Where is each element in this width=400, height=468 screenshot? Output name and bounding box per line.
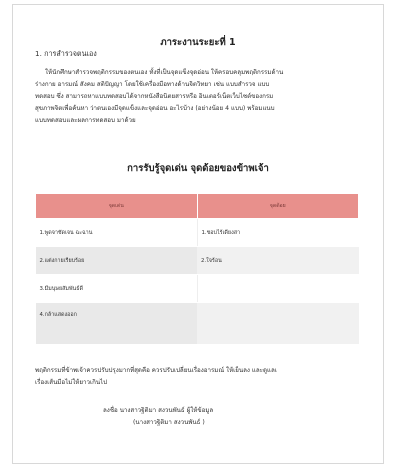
- conclusion-paragraph: [35, 365, 365, 389]
- strength-cell: 2.แต่งกายเรียบร้อย: [36, 247, 198, 275]
- instruction-line: สุขภาพจิตเพื่อค้นหา ว่าตนเองมีจุดแข็งและจุดอ่อน อะไรบ้าง (อย่างน้อย 4 แบบ) พร้อมแนบ: [35, 105, 275, 112]
- table-row: [36, 219, 359, 247]
- strength-cell: 4.กล้าแสดงออก: [36, 303, 198, 345]
- weakness-cell: 1.ชอบไร้เดียงสา: [197, 219, 359, 247]
- instruction-line: แบบทดสอบและผลการทดสอบ มาด้วย: [35, 117, 136, 124]
- document-page: [12, 4, 384, 464]
- weaknesses-header: จุดด้อย: [197, 194, 359, 219]
- signature-fullname: (นางสาวฐิติมา สงวนพันธ์ ): [133, 419, 205, 426]
- instruction-line: ร่างกาย อารมณ์ สังคม สติปัญญา โดยใช้เครื่องมือทางด้านจิตวิทยา เช่น แบบสำรวจ แบบ: [35, 81, 270, 88]
- strengths-weaknesses-table: [35, 193, 359, 345]
- page-title: ภาระงานระยะที่ 1: [160, 37, 236, 48]
- instruction-line: ให้นักศึกษาสำรวจพฤติกรรมของตนเอง ทั้งที่เป็นจุดแข็งจุดอ่อน ให้ครอบคลุมพฤติกรรมด้าน: [45, 69, 284, 76]
- signature-block: [103, 405, 213, 429]
- strengths-header: จุดเด่น: [36, 194, 198, 219]
- instruction-paragraph: [35, 67, 357, 127]
- section-heading: 1. การสำรวจตนเอง: [35, 49, 97, 58]
- table-row: [36, 247, 359, 275]
- table-row: [36, 275, 359, 303]
- weakness-cell: 2.ใจร้อน: [197, 247, 359, 275]
- signature-line: ลงชื่อ นางสาวฐิติมา สงวนพันธ์ ผู้ให้ข้อมูล: [103, 407, 214, 414]
- table-header-row: [36, 194, 359, 219]
- instruction-line: ทดสอบ ซึ่ง สามารถหาแบบทดสอบได้จากหนังสือนิตยสารหรือ อินเตอร์เน็ตเว็บไซต์ของกรม: [35, 93, 274, 100]
- conclusion-line: พฤติกรรมที่ข้าพเจ้าควรปรับปรุงมากที่สุดคือ ควรปรับเปลี่ยนเรื่องอารมณ์ ให้เย็นลง และดูแลเ: [35, 367, 277, 374]
- weakness-cell: [197, 275, 359, 303]
- conclusion-line: เรื่องเส้นมือไม่ให้ยาวเกินไป: [35, 379, 108, 386]
- table-title: การรับรู้จุดเด่น จุดด้อยของข้าพเจ้า: [127, 163, 269, 174]
- table-row: [36, 303, 359, 345]
- weakness-cell: [197, 303, 359, 345]
- strength-cell: 1.พูดจาชัดเจน ฉะฉาน: [36, 219, 198, 247]
- strength-cell: 3.มีมนุษยสัมพันธ์ดี: [36, 275, 198, 303]
